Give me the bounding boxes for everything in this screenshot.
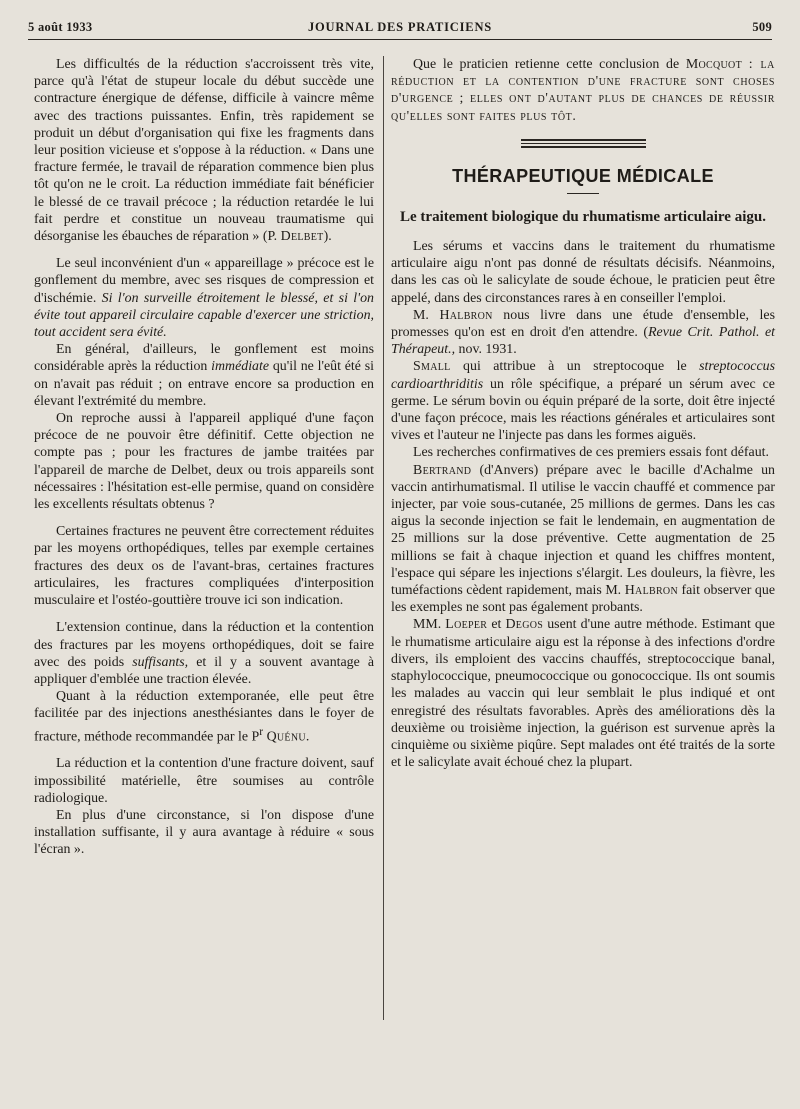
section-title: THÉRAPEUTIQUE MÉDICALE [452, 165, 714, 186]
conclusion-paragraph: Que le praticien retienne cette conclusion de Mocquot : la réduction et la contention d'une fracture sont choses d'urgence ; elles ont d'autant plus de chances de réussir qu'elles sont faites plus tôt. [391, 57, 775, 124]
author-name: Quénu [266, 729, 306, 745]
author-name: Small [413, 359, 451, 375]
paragraph: Les sérums et vaccins dans le traitement du rhumatisme articulaire aigu n'ont pas donné de résultats décisifs. Néanmoins, dans les cas où le salicylate de soude échoue, le praticien peut être appelé, dans des circonstances rares à en conseiller l'emploi. [391, 239, 775, 306]
author-name: Mocquot [685, 57, 742, 72]
paragraph: On reproche aussi à l'appareil appliqué d'une façon précoce de ne pouvoir être définitif. Cette objection ne compte pas ; pour les fractures de jambe traitées par l'appareil de marche de Delbet, deux ou trois appareils sont nécessaires : l'hésitation est-elle permise, quand on considère les excellents résultats obtenus ? [34, 411, 374, 513]
paragraph: Bertrand (d'Anvers) prépare avec le bacille d'Achalme un vaccin antirhumatismal. Il utilise le vaccin chauffé et commence par injecter, par voie sous-cutanée, 25 millions de germes. Dans les cas aigus la seconde injection se fait le lendemain, en augmentation de 25 millions sur la dose préventive. Cette augmentation de 25 millions se fait à chaque injection et quand les chiffres montent, l'espace qui sépare les injections s'élargit. Les douleurs, la fièvre, les tuméfactions cèdent rapidement, mais M. Halbron fait observer que les exemples ne sont pas également probants. [391, 462, 775, 616]
page-number: 509 [752, 20, 772, 34]
paragraph: Le seul inconvénient d'un « appareillage » précoce est le gonflement du membre, avec ses risques de compression et d'ischémie. Si l'on surveille étroitement le blessé, et si l'on évite tout appareil circulaire capable d'exercer une striction, tout accident sera évité. [34, 256, 374, 341]
section-separator [521, 139, 646, 148]
left-column [34, 56, 374, 859]
column-divider [383, 56, 384, 1020]
author-name: Loeper [445, 617, 488, 633]
author-name: Bertrand [413, 462, 472, 478]
paragraph: MM. Loeper et Degos usent d'une autre méthode. Estimant que le rhumatisme articulaire aigu est la réponse à des infections d'ordre divers, ils emploient des vaccins chauffés, streptococcique banal, staphylococcique, pneumococcique ou gonococcique. Ils ont soumis les malades au vaccin qui leur semblait le plus indiqué et ont enregistré des résultats favorables. Après des améliorations dès la deuxième ou troisième injection, la guérison est survenue après la cinquième ou sixième piqûre. Sept malades ont été traités de la sorte et le salicylate avait échoué chez la plupart. [391, 617, 775, 771]
paragraph: M. Halbron nous livre dans une étude d'ensemble, les promesses qu'on est en droit d'en attendre. (Revue Crit. Pathol. et Thérapeut., nov. 1931. [391, 307, 775, 358]
paragraph: Les difficultés de la réduction s'accroissent très vite, parce qu'à l'état de stupeur locale du début succède une contracture énergique de défense, difficile à vaincre même avec des tractions puissantes. Enfin, très rapidement se produit un début d'organisation qui fixe les fragments dans leur position vicieuse et s'oppose à la réduction. « Dans une fracture fermée, le travail de réparation commence bien plus tôt qu'on ne le croit. La réduction immédiate fait bénéficier le blessé de ce travail précoce ; la réduction retardée le lui fait perdre et constitue un nouveau traumatisme qui désorganise les ébauches de réparation » (P. Delbet). [34, 57, 374, 245]
author-name: Halbron [624, 583, 678, 599]
paragraph: La réduction et la contention d'une fracture doivent, sauf impossibilité matérielle, être soumises au contrôle radiologique. [34, 756, 374, 806]
emphasis: suffisants, [132, 654, 189, 670]
article-title: Le traitement biologique du rhumatisme articulaire aigu. [400, 209, 766, 226]
header-rule [28, 39, 772, 40]
conclusion-text: : la réduction et la contention d'une fracture sont choses d'urgence ; elles ont d'autant plus de chances de réussir qu'elles sont faites plus tôt. [391, 57, 775, 124]
paragraph: En plus d'une circonstance, si l'on dispose d'une installation suffisante, il y aura avantage à réduire « sous l'écran ». [34, 807, 374, 858]
author-name: Degos [505, 617, 544, 633]
emphasis: immédiate [211, 359, 270, 375]
paragraph: Certaines fractures ne peuvent être correctement réduites par les moyens orthopédiques, telles par exemple certaines fractures des deux os de l'avant-bras, certaines fractures articulaires, les fractures compliquées d'interposition musculaire et l'ostéo-gouttière trouve ici son indication. [34, 524, 374, 609]
issue-date: 5 août 1933 [28, 20, 93, 34]
right-column [391, 56, 775, 771]
author-name: Halbron [439, 307, 493, 323]
paragraph: En général, d'ailleurs, le gonflement est moins considérable après la réduction immédiate qu'il ne l'eût été si on n'avait pas réduit ; on entrave encore sa production en élevant l'extrémité du membre. [34, 342, 374, 409]
running-header [28, 20, 772, 40]
title-rule [567, 193, 599, 194]
reference: Revue Crit. Pathol. et Thérapeut., [391, 325, 775, 358]
paragraph: Quant à la réduction extemporanée, elle peut être facilitée par des injections anesthésiantes dans le foyer de fracture, méthode recommandée par le $P^r$ Quénu. [34, 689, 374, 745]
emphasis: Si l'on surveille étroitement le blessé, et si l'on évite tout appareil circulaire capable d'exercer une striction, tout accident sera évité. [34, 290, 374, 341]
journal-title: JOURNAL DES PRATICIENS [307, 20, 493, 34]
author-name: Delbet [280, 229, 324, 245]
paragraph: Small qui attribue à un streptocoque le streptococcus cardioarthriditis un rôle spécifique, a préparé un sérum avec ce germe. Le sérum bovin ou équin préparé de la sorte, doit être injecté d'une façon précoce, mais les réactions générales et articulaires sont vives et l'auteur ne l'injecte pas dans les formes aiguës. [391, 359, 775, 444]
paragraph: Les recherches confirmatives de ces premiers essais font défaut. [413, 445, 769, 461]
paragraph: L'extension continue, dans la réduction et la contention des fractures par les moyens orthopédiques, doit se faire avec des poids suffisants, et il y a souvent avantage à appliquer d'emblée une traction élevée. [34, 620, 374, 687]
species-name: streptococcus cardioarthriditis [391, 359, 775, 392]
